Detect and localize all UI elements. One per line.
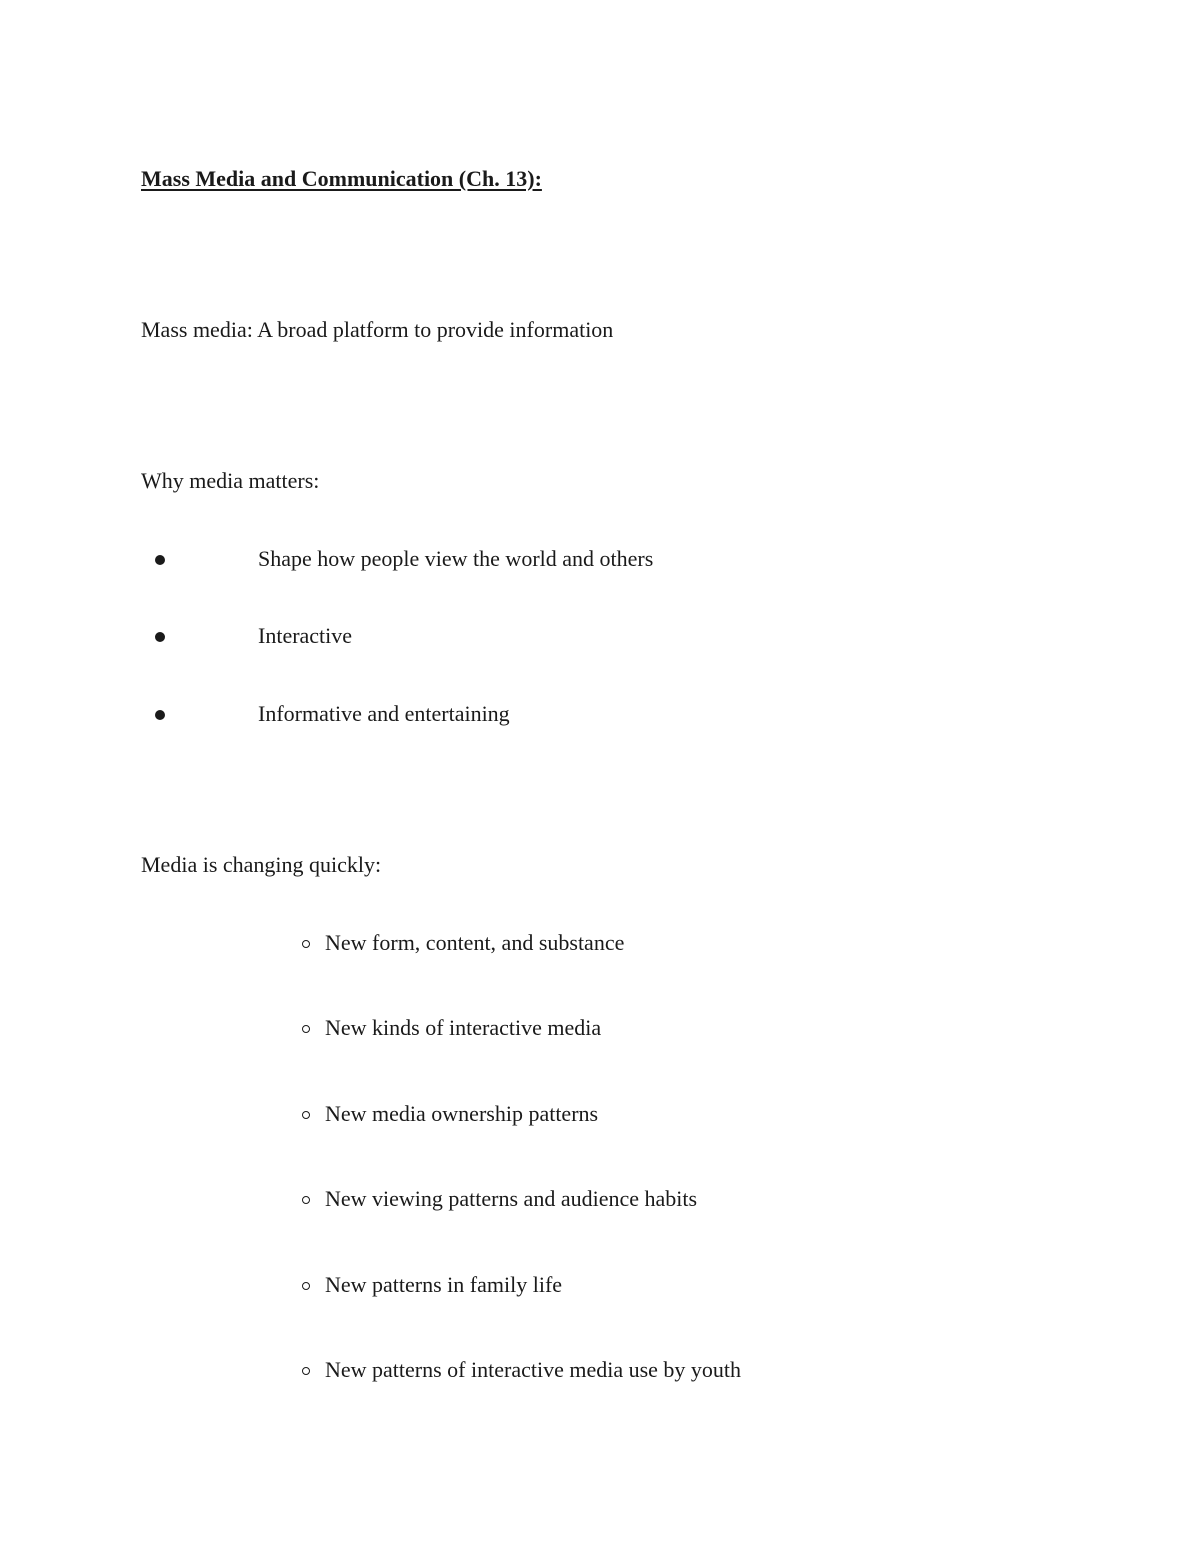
bullet-icon: [155, 710, 165, 720]
definition-text: Mass media: A broad platform to provide information: [141, 317, 614, 342]
bullet-icon: [155, 632, 165, 642]
sub-list-item-text: New patterns in family life: [325, 1272, 563, 1297]
document-title: Mass Media and Communication (Ch. 13):: [141, 166, 542, 191]
sub-list-item-text: New form, content, and substance: [325, 930, 625, 955]
hollow-bullet-icon: [302, 1282, 310, 1290]
sub-list-item-text: New patterns of interactive media use by youth: [325, 1357, 742, 1382]
why-media-matters-heading: Why media matters:: [141, 468, 320, 493]
sub-list-item-text: New viewing patterns and audience habits: [325, 1186, 698, 1211]
sub-list-item-text: New kinds of interactive media: [325, 1015, 602, 1040]
sub-list-item-text: New media ownership patterns: [325, 1101, 599, 1126]
hollow-bullet-icon: [302, 1025, 310, 1033]
hollow-bullet-icon: [302, 1196, 310, 1204]
media-changing-heading: Media is changing quickly:: [141, 852, 382, 877]
hollow-bullet-icon: [302, 1111, 310, 1119]
bullet-icon: [155, 555, 165, 565]
list-item-text: Interactive: [258, 623, 353, 648]
list-item-text: Shape how people view the world and others: [258, 546, 654, 571]
hollow-bullet-icon: [302, 940, 310, 948]
list-item-text: Informative and entertaining: [258, 701, 510, 726]
hollow-bullet-icon: [302, 1367, 310, 1375]
